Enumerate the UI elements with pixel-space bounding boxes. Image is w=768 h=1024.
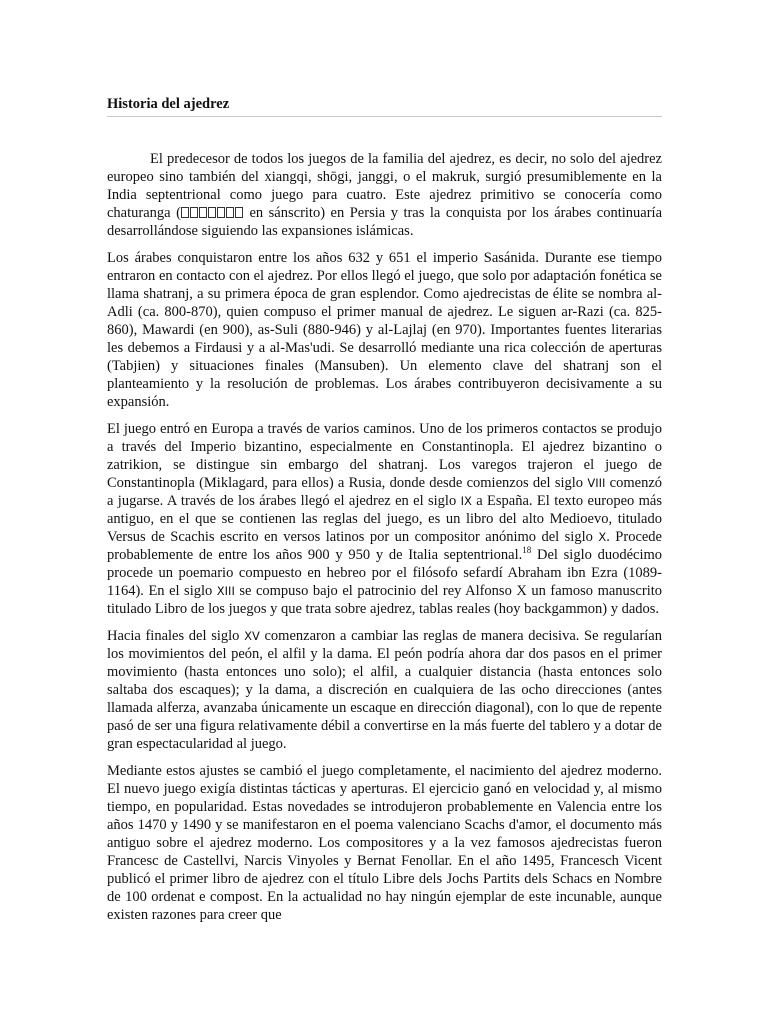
document-body xyxy=(107,150,662,933)
paragraph-europa xyxy=(107,420,662,618)
paragraph-text: Hacia finales del siglo xyxy=(107,628,245,644)
paragraph-chaturanga xyxy=(107,150,662,240)
document-page xyxy=(107,0,662,1024)
paragraph-siglo-xv xyxy=(107,627,662,753)
paragraph-text: El juego entró en Europa a través de varios caminos. Uno de los primeros contactos se produjo a través del Imperio bizantino, especialmente en Constantinopla. El ajedrez bizantino o zatrikion, se distingue sin embargo del shatranj. Los varegos trajeron el juego de Constantinopla (Miklagard, para ellos) a Rusia, donde desde comienzos del siglo xyxy=(107,421,662,491)
paragraph-text: en sánscrito) en Persia y tras la conquista por los árabes continuaría desarrollándose siguiendo las expansiones islámicas. xyxy=(107,205,662,239)
paragraph-text: comenzó a jugarse. A través de los árabes llegó el ajedrez en el siglo xyxy=(107,475,663,509)
paragraph-text: Mediante estos ajustes se cambió el juego completamente, el nacimiento del ajedrez moderno. El nuevo juego exigía distintas tácticas y aperturas. El ejercicio ganó en velocidad y, al mismo tiempo, en popularidad. Estas novedades se introdujeron probablemente en Valencia entre los años 1470 y 1490 y se manifestaron en el poema valenciano Scachs d'amor, el documento más antiguo sobre el ajedrez moderno. Los compositores y a la vez famosos ajedrecistas fueron Francesc de Castellvi, Narcis Vinyoles y Bernat Fenollar. En el año 1495, Francesch Vicent publicó el primer libro de ajedrez con el título Libre dels Jochs Partits dels Schacs en Nombre de 100 ordenat e compost. En la actualidad no hay ningún ejemplar de este incunable, aunque existen razones para creer que xyxy=(107,763,662,923)
footnote-reference: 18 xyxy=(522,545,532,555)
title-divider xyxy=(107,116,662,117)
paragraph-arabes xyxy=(107,249,662,411)
century-numeral: XIII xyxy=(216,584,235,598)
century-numeral: XV xyxy=(244,629,260,643)
century-numeral: X xyxy=(598,530,607,544)
paragraph-text: El predecesor de todos los juegos de la familia del ajedrez, es decir, no solo del ajedrez europeo sino también del xiangqi, shōgi, janggi, o el makruk, surgió presumiblemente en la India septentrional como juego para cuatro. Este ajedrez primitivo se conocería como chaturanga ( xyxy=(107,151,662,221)
paragraph-text: . Procede probablemente de entre los años 900 y 950 y de Italia septentrional. xyxy=(107,529,662,563)
paragraph-text: Del siglo duodécimo procede un poemario compuesto en hebreo por el filósofo sefardí Abraham ibn Ezra (1089-1164). En el siglo xyxy=(107,547,662,599)
sanskrit-glyphs xyxy=(181,205,244,221)
paragraph-text: a España. El texto europeo más antiguo, en el que se contienen las reglas del juego, es un libro del alto Medioevo, titulado Versus de Scachis escrito en versos latinos por un compositor anónimo del siglo xyxy=(107,493,662,545)
document-title: Historia del ajedrez xyxy=(107,96,230,112)
paragraph-text: se compuso bajo el patrocinio del rey Alfonso X un famoso manuscrito titulado Libro de los juegos y que trata sobre ajedrez, tablas reales (hoy backgammon) y dados. xyxy=(107,583,662,617)
century-numeral: IX xyxy=(460,494,472,508)
paragraph-text: Los árabes conquistaron entre los años 632 y 651 el imperio Sasánida. Durante ese tiempo entraron en contacto con el ajedrez. Por ellos llegó el juego, que solo por adaptación fonética se llama shatranj, a su primera época de gran esplendor. Como ajedrecistas de élite se nombra al-Adli (ca. 800-870), quien compuso el primer manual de ajedrez. Le siguen ar-Razi (ca. 825-860), Mawardi (en 900), as-Suli (880-946) y al-Lajlaj (en 970). Importantes fuentes literarias les debemos a Firdausi y a al-Mas'udi. Se desarrolló mediante una rica colección de aperturas (Tabjien) y situaciones finales (Mansuben). Un elemento clave del shatranj son el planteamiento y la resolución de problemas. Los árabes contribuyeron decisivamente a su expansión. xyxy=(107,250,662,410)
century-numeral: VIII xyxy=(587,476,606,490)
paragraph-text: comenzaron a cambiar las reglas de manera decisiva. Se regularían los movimientos del peón, el alfil y la dama. El peón podría ahora dar dos pasos en el primer movimiento (hasta entonces uno solo); el alfil, a cualquier distancia (hasta entonces solo saltaba dos escaques); y la dama, a discreción en cualquiera de las ocho direcciones (antes llamada alferza, avanzaba únicamente un escaque en dirección diagonal), con lo que de repente pasó de ser una figura relativamente débil a convertirse en la más fuerte del tablero y a dotar de gran espectacularidad al juego. xyxy=(107,628,662,752)
paragraph-ajedrez-moderno xyxy=(107,762,662,924)
